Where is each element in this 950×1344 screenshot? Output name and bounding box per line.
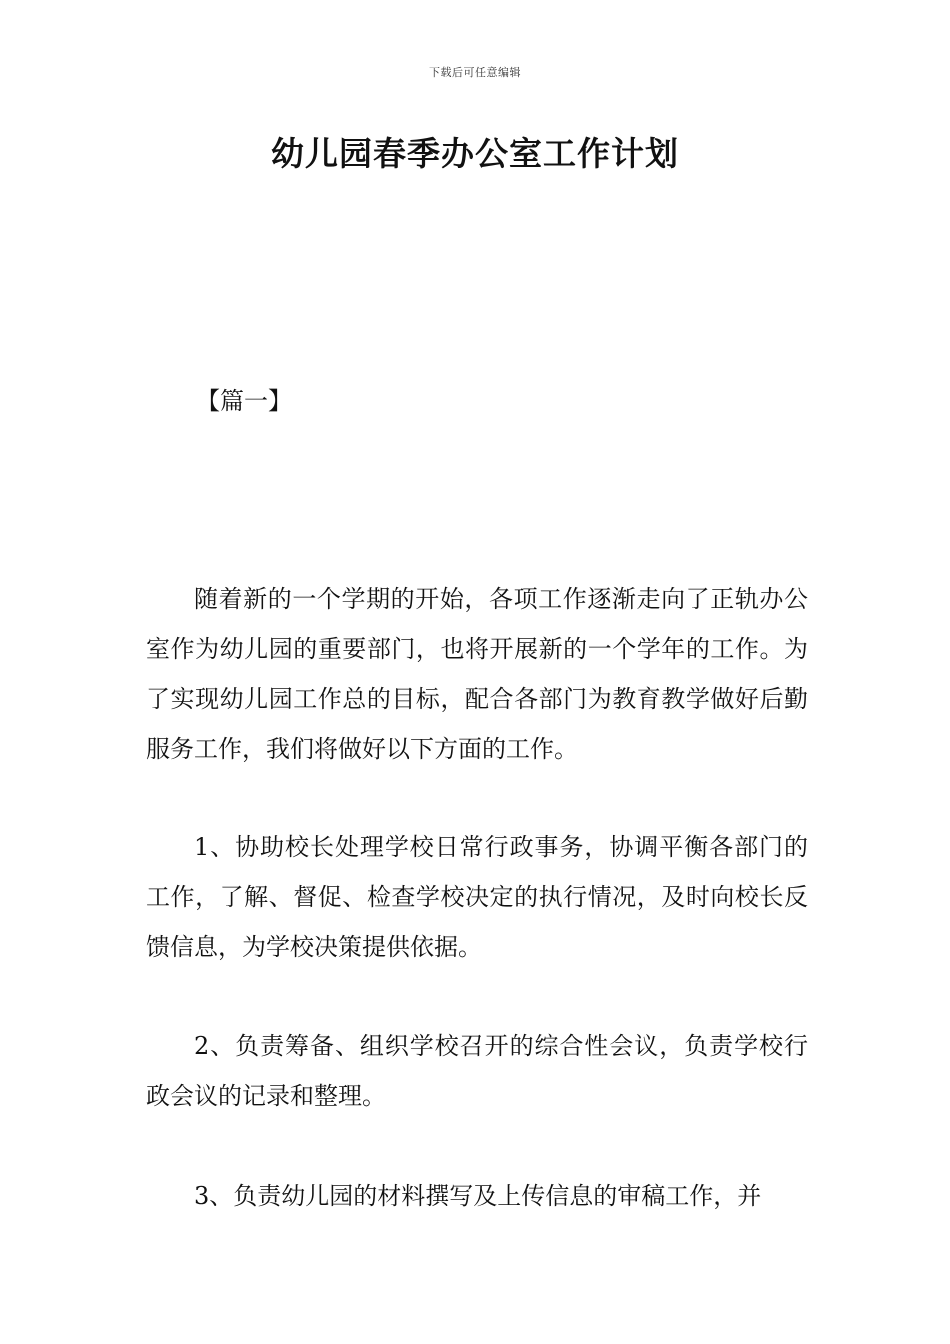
paragraph-item-1: 1、协助校长处理学校日常行政事务，协调平衡各部门的工作，了解、督促、检查学校决定的执行情况，及时向校长反馈信息，为学校决策提供依据。 — [146, 833, 808, 961]
section-label: 【篇一】 — [196, 387, 292, 415]
document-title: 幼儿园春季办公室工作计划 — [271, 134, 679, 173]
paragraph-intro: 随着新的一个学期的开始，各项工作逐渐走向了正轨办公室作为幼儿园的重要部门，也将开展新的一个学年的工作。为了实现幼儿园工作总的目标，配合各部门为教育教学做好后勤服务工作，我们将做好以下方面的工作。 — [146, 585, 808, 763]
paragraph-item-2: 2、负责筹备、组织学校召开的综合性会议，负责学校行政会议的记录和整理。 — [146, 1032, 808, 1110]
paragraph-item-3: 3、负责幼儿园的材料撰写及上传信息的审稿工作，并 — [194, 1182, 762, 1210]
header-note: 下载后可任意编辑 — [429, 66, 521, 79]
